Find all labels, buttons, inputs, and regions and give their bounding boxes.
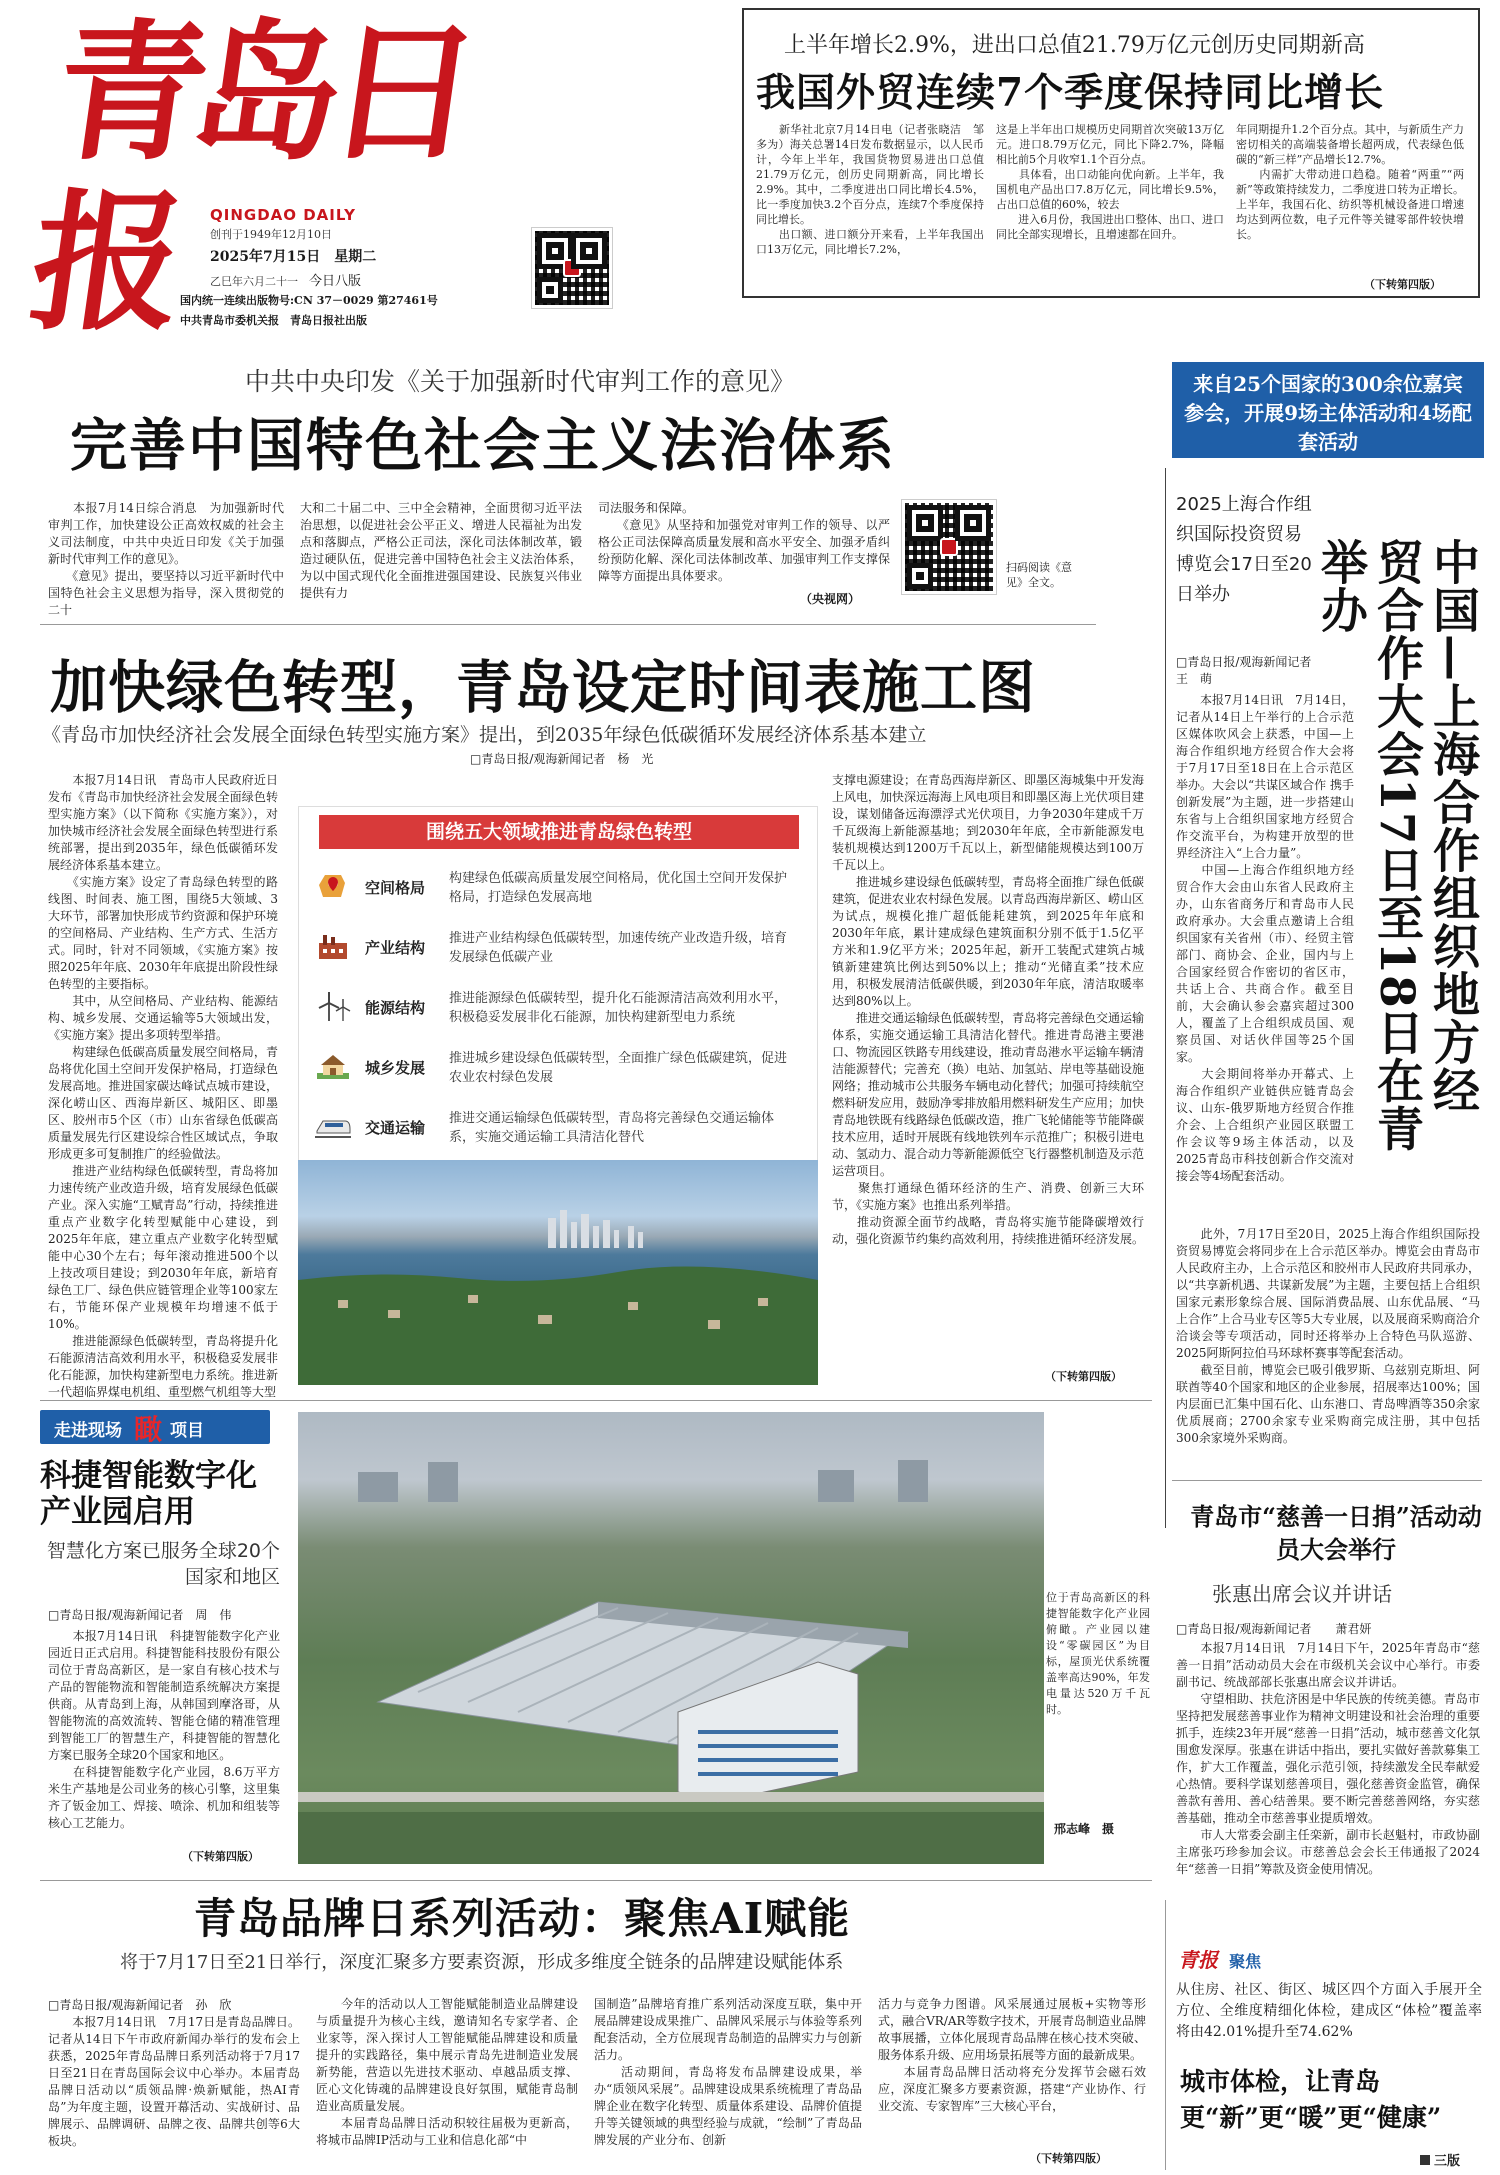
focus-tag-brand: 青报 (1178, 1948, 1218, 1972)
green-continued: （下转第四版） (1045, 1370, 1122, 1383)
theme-row-industry (309, 927, 807, 971)
judicial-headline: 完善中国特色社会主义法治体系 (70, 412, 896, 479)
theme-row-energy (309, 987, 807, 1031)
green-themes-box (298, 806, 818, 1174)
divider (40, 1880, 1152, 1881)
theme-label: 交通运输 (365, 1119, 426, 1137)
trade-headline: 我国外贸连续7个季度保持同比增长 (756, 70, 1385, 116)
brand-continued: （下转第四版） (1030, 2152, 1107, 2165)
trade-story (742, 8, 1480, 298)
lunar-date: 乙巳年六月二十一 今日八版 (210, 274, 362, 289)
green-box-title: 围绕五大领域推进青岛绿色转型 (319, 815, 799, 849)
qingdao-coast-photo (298, 1160, 818, 1385)
divider (40, 624, 1096, 625)
project-badge-mid: 瞰 (134, 1413, 163, 1446)
founded-date: 创刊于1949年12月10日 (210, 228, 332, 241)
divider (1165, 1900, 1166, 2170)
green-col1: 本报7月14日讯 青岛市人民政府近日发布《青岛市加快经济社会发展全面绿色转型实施方案》（以下简称《实施方案》），对加快城市经济社会发展全面绿色转型进行系统部署，提出到2035年，绿色低碳循环发展经济体系基本建立。 《实施方案》设定了青岛绿色转型的路线图、时间表、施工图，围绕5大领域、3大环节，部署加快形成节约资源和保护环境的空间格局、产业结构、生产方式、生活方式。同时，针对不同领域，《实施方案》按照2025年年底、2030年年底提出阶段性绿色转型的主要指标。 其中，从空间格局、产业结构、能源结构、城乡发展、交通运输等5大领域出发，《实施方案》提出多项转型举措。 构建绿色低碳高质量发展空间格局，青岛将优化国土空间开发保护格局，打造绿色发展高地。推进国家碳达峰试点城市建设，深化崂山区、西海岸新区、城阳区、即墨区、胶州市5个区（市）山东省绿色低碳高质量发展先行区建设综合性区域试点，争取形成更多可复制推广的经验做法。 推进产业结构绿色低碳转型，青岛将加力速传统产业改造升级，培育发展绿色低碳产业。深入实施“工赋青岛”行动，持续推进重点产业数字化转型赋能中心建设，到2025年年底，建立重点产业数字化转型赋能中心30个左右；每年滚动推进500个以上技改项目建设；到2030年年底，新培育绿色工厂、绿色供应链管理企业等100家左右，节能环保产业规模年均增速不低于10%。 推进能源绿色低碳转型，青岛将提升化石能源清洁高效利用水平，积极稳妥发展非化石能源，加快构建新型电力系统。推进新一代超临界煤电机组、重型燃气机组等大型 (48, 773, 278, 1399)
theme-label: 空间格局 (365, 879, 426, 897)
project-badge-pre: 走进现场 (54, 1421, 122, 1441)
issue-date: 2025年7月15日 星期二 (210, 249, 377, 265)
judicial-col2: 大和二十届二中、三中全会精神，全面贯彻习近平法治思想，以促进社会公平正义、增进人民福祉为出发点和落脚点，严格公正司法，深化司法体制改革，锻造过硬队伍，促进完善中国特色社会主义法治体系，为以中国式现代化全面推进强国建设、民族复兴伟业提供有力 (300, 501, 582, 600)
trade-continued: （下转第四版） (1364, 278, 1441, 291)
charity-headline: 青岛市“慈善一日捐”活动动员大会举行 (1190, 1502, 1482, 1564)
photo-caption: 位于青岛高新区的科捷智能数字化产业园俯瞰。产业园以建设“零碳园区”为目标，屋顶光伏系统覆盖率高达90%，年发电量达520万千瓦时。 (1046, 1591, 1150, 1716)
map-pin-icon (315, 871, 351, 901)
theme-label: 能源结构 (365, 999, 426, 1017)
brand-col4: 活力与竞争力图谱。风采展通过展板+实物等形式，融合VR/AR等数字技术，开展青岛制造业品牌故事展播，立体化展现青岛品牌在核心技术突破、服务体系升级、应用场景拓展等方面的最新成果。 本届青岛品牌日活动将充分发挥节会磁石效应，深度汇聚多方要素资源，搭建“产业协作、行业交流、专家智库”三大核心平台， (878, 1997, 1146, 2113)
city-skyline-graphic (298, 1160, 818, 1385)
masthead-title: 青岛日报 (20, 5, 478, 351)
divider (1172, 1480, 1482, 1481)
trade-col2: 这是上半年出口规模历史同期首次突破13万亿元。进口8.79万亿元，同比下降2.7%，降幅相比前5个月收窄1.1个百分点。 具体看，出口动能向优向新。上半年，我国机电产品出口7.8万亿元，同比增长9.5%，占出口总值的60%，较去 进入6月份，我国进出口整体、出口、进口同比全部实现增长，且增速都在回升。 (996, 123, 1224, 241)
green-byline: □青岛日报/观海新闻记者 杨 光 (470, 752, 654, 766)
brand-byline: □青岛日报/观海新闻记者 孙 欣 (48, 1998, 232, 2012)
expo-blue-box: 来自25个国家的300余位嘉宾参会，开展9场主体活动和4场配套活动 (1172, 362, 1484, 458)
project-badge (40, 1410, 270, 1444)
theme-label: 产业结构 (365, 939, 426, 957)
masthead (20, 5, 730, 351)
expo-sub: 2025上海合作组织国际投资贸易博览会17日至20日举办 (1176, 494, 1312, 605)
project-headline: 科捷智能数字化产业园启用 (40, 1458, 257, 1530)
theme-desc: 构建绿色低碳高质量发展空间格局，优化国土空间开发保护格局，打造绿色发展高地 (449, 871, 788, 905)
expo-byline: □青岛日报/观海新闻记者 王 萌 (1176, 655, 1348, 686)
charity-byline: □青岛日报/观海新闻记者 萧君妍 (1176, 1622, 1372, 1636)
focus-tag (1178, 1944, 1261, 1972)
project-byline: □青岛日报/观海新闻记者 周 伟 (48, 1608, 232, 1622)
judicial-qr-caption: 扫码阅读《意见》全文。 (1006, 561, 1072, 589)
theme-label: 城乡发展 (365, 1059, 426, 1077)
divider (1165, 468, 1166, 1528)
train-icon (315, 1111, 351, 1141)
charity-body: 本报7月14日讯 7月14日下午，2025年青岛市“慈善一日捐”活动动员大会在市级机关会议中心举行。市委副书记、统战部部长张惠出席会议并讲话。 守望相助、扶危济困是中华民族的传统美德。青岛市坚持把发展慈善事业作为精神文明建设和社会治理的重要抓手，连续23年开展“慈善一日捐”活动，城市慈善文化氛围愈发深厚。张惠在讲话中指出，要扎实做好善款募集工作，扩大工作覆盖，强化示范引领，持续激发全民奉献爱心热情。要科学谋划慈善项目，强化慈善资金监管，确保善款有善用、善心结善果。要不断完善慈善网络，夯实慈善基础，推动全市慈善事业提质增效。 市人大常委会副主任栾新，副市长赵魁村，市政协副主席张巧珍参加会议。市慈善总会会长王伟通报了2024年“慈善一日捐”筹款及资金使用情况。 (1176, 1641, 1480, 1876)
judicial-kicker: 中共中央印发《关于加强新时代审判工作的意见》 (245, 367, 796, 396)
focus-tag-label: 聚焦 (1229, 1952, 1262, 1971)
theme-row-transport (309, 1107, 807, 1151)
factory-icon (315, 931, 351, 961)
brand-headline: 青岛品牌日系列活动：聚焦AI赋能 (194, 1894, 851, 1943)
masthead-qr-code[interactable] (532, 228, 612, 308)
issn: 国内统一连续出版物号:CN 37－0029 第27461号 (180, 294, 438, 307)
masthead-english: QINGDAO DAILY (210, 206, 356, 224)
green-col2: 支撑电源建设；在青岛西海岸新区、即墨区海城集中开发海上风电，加快深远海海上风电项目和即墨区海上光伏项目建设，谋划储备远海漂浮式光伏项目，力争2030年建成千万千瓦级海上新能源基地；到2030年年底，全市新能源发电装机规模达到1200万千瓦以上，新型储能规模达到100万千瓦以上。 推进城乡建设绿色低碳转型，青岛将全面推广绿色低碳建筑，促进农业农村绿色发展。以青岛西海岸新区、崂山区为试点，规模化推广超低能耗建筑，到2025年年底和2030年年底，累计建成绿色建筑面积分别不低于1.5亿平方米和1.9亿平方米；2025年起，新开工装配式建筑占城镇新建建筑比例达到50%以上；推动“光储直柔”技术应用，积极发展清洁低碳供暖，到2030年年底，清洁取暖率达到80%以上。 推进交通运输绿色低碳转型，青岛将完善绿色交通运输体系，实施交通运输工具清洁化替代。推进青岛港主要港口、物流园区铁路专用线建设，推动青岛港水平运输车辆清洁能源替代；完善充（换）电站、加氢站、岸电等基础设施网络；推动城市公共服务车辆电动化替代；加强可持续航空燃料研发应用，鼓励净零排放船用燃料研发生产应用；加快青岛地铁既有线路绿色低碳改造，推广飞轮储能等节能降碳技术应用，适时开展既有线地铁列车示范推广；积极引进电动、氢动力、混合动力等新能源低空飞行器整机制造及示范运营项目。 聚焦打通绿色循环经济的生产、消费、创新三大环节，《实施方案》也推出系列举措。 推动资源全面节约战略，青岛将实施节能降碳增效行动，强化资源节约集约高效利用，持续推进循环经济发展。 (832, 773, 1145, 1246)
brand-col3: 国制造”品牌培育推广系列活动深度互联，集中开展品牌建设成果推广、品牌风采展示与体验等系列配套活动，全方位展现青岛制造的品牌实力与创新活力。 活动期间，青岛将发布品牌建设成果，举办“质领风采展”。品牌建设成果系统梳理了青岛品牌企业在数字化转型、质量体系建设、品牌价值提升等关键领域的典型经验与成就，“绘制”了青岛品牌发展的产业分布、创新 (594, 1997, 862, 2147)
focus-lead: 从住房、社区、街区、城区四个方面入手展开全方位、全维度精细化体检，建成区“体检”覆盖率将由42.01%提升至74.62% (1176, 1982, 1482, 2040)
theme-desc: 推进产业结构绿色低碳转型，加速传统产业改造升级，培育发展绿色低碳产业 (449, 931, 788, 965)
divider (40, 1400, 1152, 1401)
wind-turbine-icon (315, 991, 351, 1021)
trade-col1: 新华社北京7月14日电（记者张晓洁 邹多为）海关总署14日发布数据显示，以人民币计，今年上半年，我国货物贸易进出口总值21.79万亿元，创历史同期新高，同比增长2.9%。其中，二季度进出口同比增长4.5%，比一季度加快3.2个百分点，连续7个季度保持同比增长。 出口额、进口额分开来看，上半年我国出口13万亿元，同比增长7.2%， (756, 123, 984, 256)
judicial-col1: 本报7月14日综合消息 为加强新时代审判工作，加快建设公正高效权威的社会主义司法制度，中共中央近日印发《关于加强新时代审判工作的意见》。 《意见》提出，要坚持以习近平新时代中国特色社会主义思想为指导，深入贯彻党的二十 (48, 501, 284, 617)
project-badge-post: 项目 (170, 1421, 204, 1441)
trade-kicker: 上半年增长2.9%，进出口总值21.79万亿元创历史同期新高 (784, 33, 1365, 58)
photo-credit: 邢志峰 摄 (1054, 1822, 1115, 1836)
expo-headline: 中国—上海合作组织地方经贸合作大会17日至18日在青举办 (1313, 538, 1480, 1153)
theme-desc: 推进能源绿色低碳转型，提升化石能源清洁高效利用水平，积极稳妥发展非化石能源，加快构建新型电力系统 (449, 991, 788, 1025)
focus-page-ref: 三版 (1420, 2150, 1460, 2169)
trade-col3: 年同期提升1.2个百分点。其中，与新质生产力密切相关的高端装备增长超两成，代表绿色低碳的“新三样”产品增长12.7%。 内需扩大带动进口趋稳。随着“两重”“两新”等政策持续发力，二季度进口转为正增长。上半年，我国石化、纺织等机械设备进口增速均达到两位数，电子元件等关键零部件较快增长。 (1236, 123, 1464, 241)
judicial-qr-code[interactable] (902, 500, 996, 594)
expo-col2: 此外，7月17日至20日，2025上海合作组织国际投资贸易博览会将同步在上合示范区举办。博览会由青岛市人民政府主办，上合示范区和胶州市人民政府共同承办，以“共享新机遇、共谋新发展”为主题，主要包括上合组织国家元素形象综合展、国际消费品展、山东优品展、“马上合作”上合马业专区等5大专业展，以及展商采购商洽介洽谈会等专项活动，同时还将举办上合特色马队巡游、2025阿斯阿拉伯马环球杯赛事等配套活动。 截至目前，博览会已吸引俄罗斯、乌兹别克斯坦、阿联酋等40个国家和地区的企业参展，招展率达100%；国内层面已汇集中国石化、山东港口、青岛啤酒等350余家优质展商；2700余家专业采购商完成注册，其中包括300余家境外采购商。 (1176, 1227, 1480, 1445)
charity-sub: 张惠出席会议并讲话 (1212, 1582, 1392, 1606)
project-body: 本报7月14日讯 科捷智能数字化产业园近日正式启用。科捷智能科技股份有限公司位于青岛高新区，是一家自有核心技术与产品的智能物流和智能制造系统解决方案提供商。从青岛到上海，从韩国到摩洛哥，从智能物流的高效流转、智能仓储的精准管理到智能工厂的智慧生产，科捷智能的智慧化方案已服务全球20个国家和地区。 在科捷智能数字化产业园，8.6万平方米生产基地是公司业务的核心引擎，这里集齐了钣金加工、焊接、喷涂、机加和组装等核心工艺能力。 (48, 1629, 280, 1830)
theme-row-urban-rural (309, 1047, 807, 1091)
green-headline: 加快绿色转型，青岛设定时间表施工图 (50, 654, 1036, 721)
brand-sub: 将于7月17日至21日举行，深度汇聚多方要素资源，形成多维度全链条的品牌建设赋能体系 (120, 1952, 844, 1973)
page-ref-marker-icon (1420, 2155, 1430, 2165)
focus-headline: 城市体检，让青岛更“新”更“暖”更“健康” (1180, 2067, 1442, 2132)
green-sub: 《青岛市加快经济社会发展全面绿色转型实施方案》提出，到2035年绿色低碳循环发展经济体系基本建立 (42, 724, 927, 746)
expo-col1: 本报7月14日讯 7月14日，记者从14日上午举行的上合示范区媒体吹风会上获悉，中国—上海合作组织地方经贸合作大会将于7月17日至18日在上合示范区举办。大会以“共谋区域合作 携手创新发展”为主题，进一步搭建山东省与上合组织国家地方经贸合作交流平台，为构建开放型的世界经济注入“上合力量”。 中国—上海合作组织地方经贸合作大会由山东省人民政府主办，山东省商务厅和青岛市人民政府承办。大会重点邀请上合组织国家有关省州（市）、经贸主管部门、商协会、企业，国内与上合国家经贸合作密切的省区市，共话上合、共商合作。截至目前，大会确认参会嘉宾超过300人，覆盖了上合组织成员国、观察员国、对话伙伴国等25个国家。 大会期间将举办开幕式、上海合作组织产业链供应链青岛会议、山东-俄罗斯地方经贸合作推介会、上合组织产业园区联盟工作会议等9场主体活动，以及2025青岛市科技创新合作交流对接会等4场配套活动。 (1176, 693, 1354, 1183)
project-continued: （下转第四版） (182, 1850, 259, 1863)
industrial-park-graphic (298, 1412, 1044, 1864)
brand-col2: 今年的活动以人工智能赋能制造业品牌建设与质量提升为核心主线，邀请知名专家学者、企业家等，深入探讨人工智能赋能品牌建设和质量提升的实践路径，集中展示青岛先进制造业发展新势能，营造以先进技术驱动、卓越品质支撑、匠心文化铸魂的品牌建设良好氛围，赋能青岛制造业高质量发展。 本届青岛品牌日活动积较往届极为更新高，将城市品牌IP活动与工业和信息化部“中 (316, 1997, 578, 2147)
publisher: 中共青岛市委机关报 青岛日报社出版 (180, 314, 367, 327)
theme-desc: 推进城乡建设绿色低碳转型，全面推广绿色低碳建筑，促进农业农村绿色发展 (449, 1051, 788, 1085)
theme-row-space (309, 867, 807, 911)
brand-col1: 本报7月14日讯 7月17日是青岛品牌日。记者从14日下午市政府新闻办举行的发布会上获悉，2025年青岛品牌日系列活动将于7月17日至21日在青岛国际会议中心举办。本届青岛品牌日活动以“质领品牌·焕新赋能，热AI青岛”为年度主题，设置开幕活动、实战研讨、品牌展示、品牌调研、品牌之夜、品牌共创等6大板块。 (48, 2015, 300, 2148)
project-sub: 智慧化方案已服务全球20个国家和地区 (46, 1540, 280, 1588)
trade-col2-para: 进入6月份，我国进出口整体、出口、进口同比全部实现增长，且增速都在回升。 (996, 213, 1224, 241)
theme-desc: 推进交通运输绿色低碳转型，青岛将完善绿色交通运输体系，实施交通运输工具清洁化替代 (449, 1111, 775, 1145)
industrial-park-photo (298, 1412, 1044, 1864)
judicial-source: （央视网） (800, 592, 861, 606)
house-icon (315, 1051, 351, 1081)
judicial-col3: 司法服务和保障。 《意见》从坚持和加强党对审判工作的领导、以严格公正司法保障高质量发展和高水平安全、加强矛盾纠纷预防化解、深化司法体制改革、加强审判工作支撑保障等方面提出具体要求。 (598, 501, 890, 583)
